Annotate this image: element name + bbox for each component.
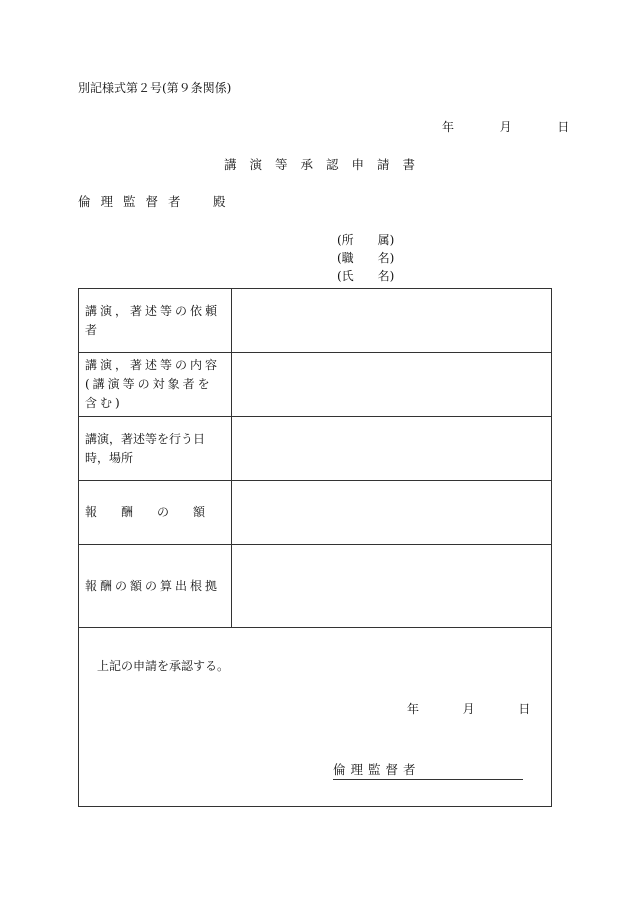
approval-statement: 上記の申請を承認する。 — [97, 659, 230, 673]
table-row-requester — [79, 289, 551, 353]
approval-year-label: 年 — [407, 702, 420, 716]
addressee: 倫理監督者 殿 — [78, 194, 236, 209]
position-label: (職 名) — [337, 251, 395, 265]
approval-section — [79, 628, 551, 806]
approval-month-label: 月 — [462, 702, 475, 716]
fee-label: 報 酬 の 額 — [79, 481, 232, 544]
content-field[interactable] — [232, 353, 551, 416]
content-label: 講演，著述等の内容(講演等の対象者を含む) — [79, 353, 232, 416]
table-row-fee — [79, 481, 551, 545]
year-label: 年 — [442, 120, 455, 134]
approval-day-label: 日 — [518, 702, 531, 716]
day-label: 日 — [557, 120, 570, 134]
datetime-place-label: 講演，著述等を行う日時，場所 — [79, 417, 232, 480]
datetime-place-field[interactable] — [232, 417, 551, 480]
table-row-fee-basis — [79, 545, 551, 628]
requester-field[interactable] — [232, 289, 551, 352]
affiliation-label: (所 属) — [337, 233, 395, 247]
application-table — [78, 288, 552, 807]
page-title: 講演等承認申請書 — [224, 157, 429, 172]
requester-label: 講演，著述等の依頼者 — [79, 289, 232, 352]
ethics-officer-label: 倫理監督者 — [333, 762, 421, 777]
month-label: 月 — [499, 120, 512, 134]
ethics-officer-signature-line[interactable] — [333, 760, 523, 780]
fee-basis-label: 報酬の額の算出根拠 — [79, 545, 232, 627]
fee-basis-field[interactable] — [232, 545, 551, 627]
fee-field[interactable] — [232, 481, 551, 544]
table-row-datetime-place — [79, 417, 551, 481]
approval-date — [407, 700, 530, 717]
application-date — [442, 118, 569, 135]
table-row-content — [79, 353, 551, 417]
name-label: (氏 名) — [337, 269, 395, 283]
form-reference: 別記様式第２号(第９条関係) — [78, 81, 232, 95]
